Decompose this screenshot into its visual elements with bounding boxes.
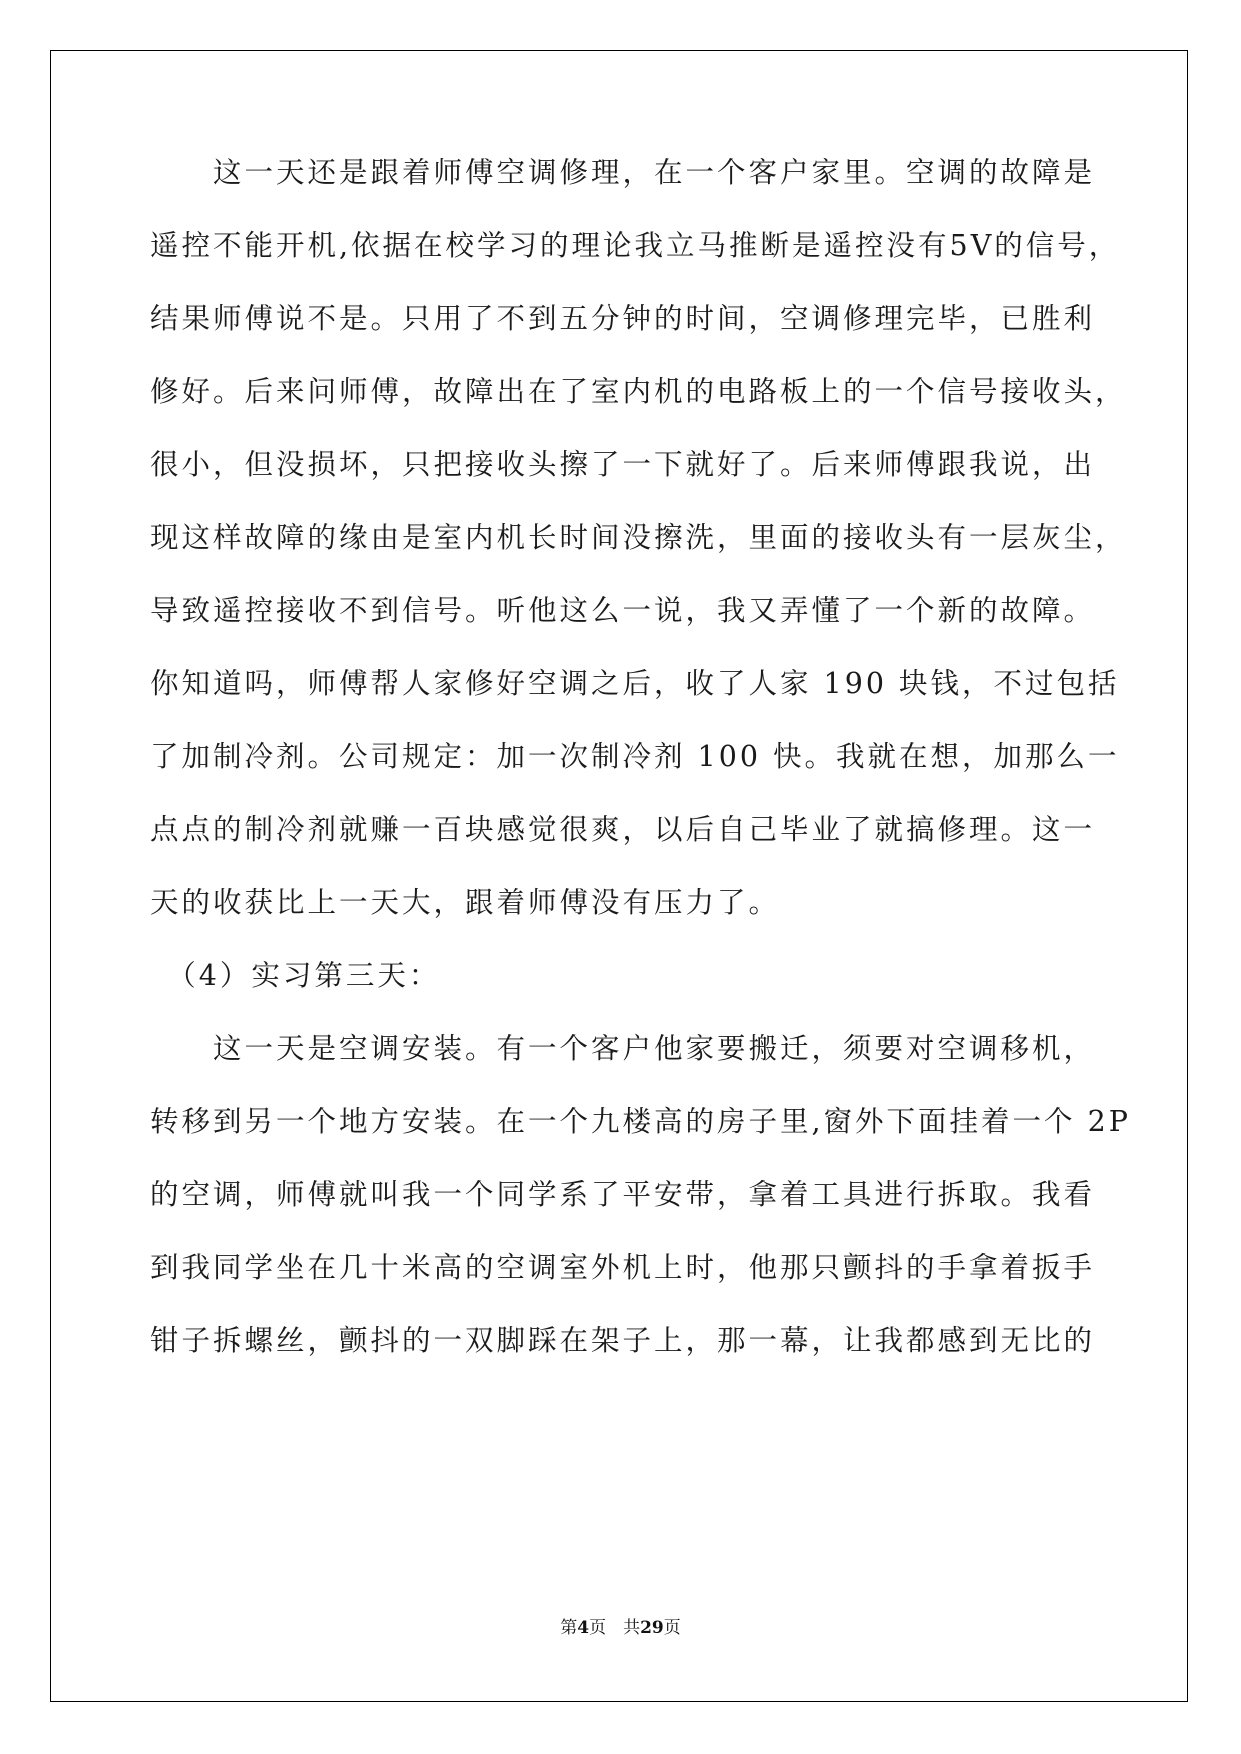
section-heading: （4）实习第三天： [150, 959, 441, 992]
body-line-13: 转移到另一个地方安装。在一个九楼高的房子里,窗外下面挂着一个 2P [150, 1105, 1131, 1138]
body-line-8: 你知道吗，师傅帮人家修好空调之后，收了人家 190 块钱，不过包括 [150, 667, 1120, 700]
body-line-15: 到我同学坐在几十米高的空调室外机上时，他那只颤抖的手拿着扳手 [150, 1251, 1096, 1284]
footer-total-pages: 29 [640, 1618, 664, 1638]
body-line-14: 的空调，师傅就叫我一个同学系了平安带，拿着工具进行拆取。我看 [150, 1178, 1096, 1211]
body-line-10: 点点的制冷剂就赚一百块感觉很爽，以后自己毕业了就搞修理。这一 [150, 813, 1096, 846]
body-line-12: 这一天是空调安装。有一个客户他家要搬迁，须要对空调移机， [150, 1032, 1096, 1065]
body-line-9: 了加制冷剂。公司规定：加一次制冷剂 100 快。我就在想，加那么一 [150, 740, 1120, 773]
footer-current-page: 4 [577, 1618, 590, 1638]
body-line-5: 很小，但没损坏，只把接收头擦了一下就好了。后来师傅跟我说，出 [150, 448, 1096, 481]
body-line-6: 现这样故障的缘由是室内机长时间没擦洗，里面的接收头有一层灰尘， [150, 521, 1127, 554]
footer-prefix: 第 [560, 1618, 578, 1638]
body-line-3: 结果师傅说不是。只用了不到五分钟的时间，空调修理完毕，已胜利 [150, 302, 1096, 335]
page-border [50, 50, 1188, 1702]
body-line-2: 遥控不能开机,依据在校学习的理论我立马推断是遥控没有5V的信号， [150, 229, 1121, 262]
body-line-16: 钳子拆螺丝，颤抖的一双脚踩在架子上，那一幕，让我都感到无比的 [150, 1324, 1096, 1357]
body-line-7: 导致遥控接收不到信号。听他这么一说，我又弄懂了一个新的故障。 [150, 594, 1096, 627]
body-line-4: 修好。后来问师傅，故障出在了室内机的电路板上的一个信号接收头， [150, 375, 1127, 408]
footer-suffix: 页 [663, 1618, 681, 1638]
body-line-1: 这一天还是跟着师傅空调修理，在一个客户家里。空调的故障是 [150, 156, 1096, 189]
page-footer [0, 1617, 1241, 1639]
footer-mid: 页 共 [589, 1618, 641, 1638]
body-line-11: 天的收获比上一天大，跟着师傅没有压力了。 [150, 886, 781, 919]
